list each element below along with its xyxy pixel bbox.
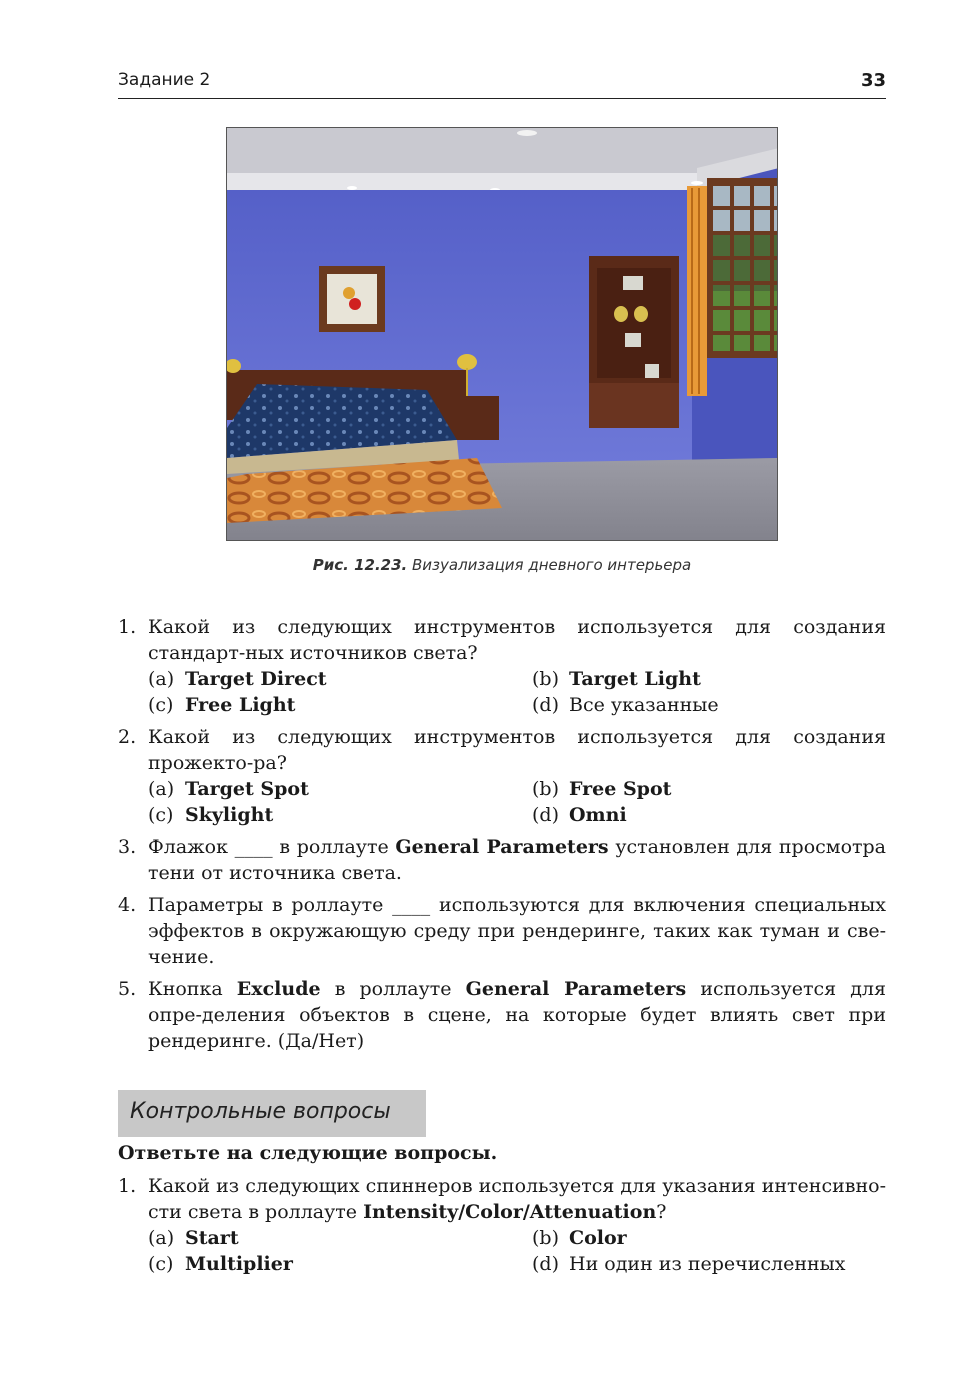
- bedroom-render-image: [226, 127, 778, 541]
- option-a: (a) Target Spot: [148, 778, 309, 800]
- question-1: [118, 614, 886, 666]
- option-c: (c) Skylight: [148, 804, 274, 826]
- question-2: [118, 724, 886, 776]
- review-instruction: Ответьте на следующие вопросы.: [118, 1142, 498, 1164]
- option-c: (c) Free Light: [148, 694, 296, 716]
- question-4: [118, 892, 886, 970]
- question-3: [118, 834, 886, 886]
- question-number: 2.: [118, 726, 137, 748]
- caption-number: Рис. 12.23.: [312, 556, 408, 574]
- review-question-1: [118, 1173, 886, 1225]
- figure-caption: [118, 556, 886, 574]
- option-b: (b) Free Spot: [532, 778, 672, 800]
- question-text: Какой из следующих инструментов используется для создания стандарт-ных источников света?: [148, 616, 886, 664]
- question-text: Кнопка Exclude в роллауте General Parameters используется для опре-деления объектов в сцене, на которые будет влиять свет при рендеринге. (Да/Нет): [148, 978, 886, 1052]
- question-text: Какой из следующих спиннеров используется для указания интенсивно-сти света в роллауте Intensity/Color/Attenuation?: [148, 1175, 886, 1223]
- option-b: (b) Target Light: [532, 668, 701, 690]
- option-d: (d) Omni: [532, 804, 627, 826]
- question-number: 4.: [118, 894, 137, 916]
- option-d: (d) Ни один из перечисленных: [532, 1253, 846, 1275]
- option-d: (d) Все указанные: [532, 694, 719, 716]
- option-b: (b) Color: [532, 1227, 627, 1249]
- question-number: 5.: [118, 978, 137, 1000]
- review-section-heading: [118, 1090, 426, 1137]
- running-header: [118, 70, 886, 99]
- review-title: Контрольные вопросы: [130, 1099, 391, 1124]
- page-number: 33: [860, 70, 886, 91]
- option-a: (a) Start: [148, 1227, 239, 1249]
- caption-text: Визуализация дневного интерьера: [412, 556, 692, 574]
- question-text: Флажок ____ в роллауте General Parameters установлен для просмотра тени от источника света.: [148, 836, 887, 884]
- question-5: [118, 976, 886, 1054]
- section-title: Задание 2: [118, 70, 211, 90]
- question-number: 3.: [118, 836, 137, 858]
- option-c: (c) Multiplier: [148, 1253, 293, 1275]
- question-text: Какой из следующих инструментов используется для создания прожекто-ра?: [148, 726, 886, 774]
- question-number: 1.: [118, 1175, 137, 1197]
- question-text: Параметры в роллауте ____ используются для включения специальных эффектов в окружающую среду при рендеринге, таких как туман и све-чение.: [148, 894, 886, 968]
- option-a: (a) Target Direct: [148, 668, 327, 690]
- question-number: 1.: [118, 616, 137, 638]
